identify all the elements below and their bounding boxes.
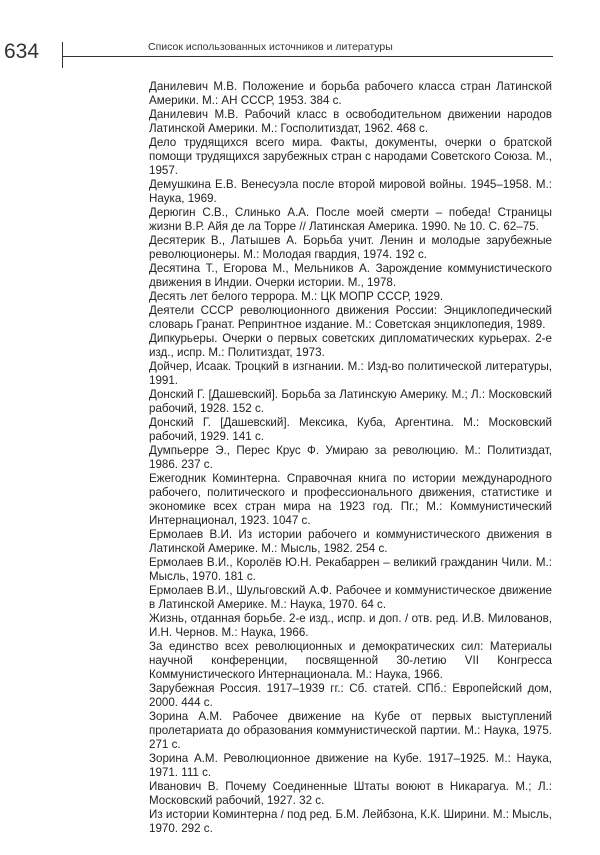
header-vertical-divider <box>62 42 63 68</box>
bibliography-entry: Данилевич М.В. Рабочий класс в освободительном движении народов Латинской Америки. М.: Госполитиздат, 1962. 468 с. <box>149 108 552 135</box>
bibliography-entry: Ермолаев В.И., Королёв Ю.Н. Рекабаррен – великий гражданин Чили. М.: Мысль, 1970. 181 с. <box>149 556 552 583</box>
bibliography-entry: Зорина А.М. Рабочее движение на Кубе от первых выступлений пролетариата до образования коммунистической партии. М.: Наука, 1975. 271 с. <box>149 710 552 751</box>
bibliography-entry: За единство всех революционных и демократических сил: Материалы научной конференции, посвященной 30-летию VII Конгресса Коммунистического Интернационала. М.: Наука, 1966. <box>149 640 552 681</box>
bibliography-entry: Зорина А.М. Революционное движение на Кубе. 1917–1925. М.: Наука, 1971. 111 с. <box>149 752 552 779</box>
bibliography-entry: Дипкурьеры. Очерки о первых советских дипломатических курьерах. 2-е изд., испр. М.: Политиздат, 1973. <box>149 332 552 359</box>
bibliography-entry: Зарубежная Россия. 1917–1939 гг.: Сб. статей. СПб.: Европейский дом, 2000. 444 с. <box>149 682 552 709</box>
bibliography-entry: Десятерик В., Латышев А. Борьба учит. Ленин и молодые зарубежные революционеры. М.: Молодая гвардия, 1974. 192 с. <box>149 234 552 261</box>
bibliography-entry: Десятина Т., Егорова М., Мельников А. Зарождение коммунистического движения в Индии. Очерки истории. М., 1978. <box>149 262 552 289</box>
bibliography-entry: Ежегодник Коминтерна. Справочная книга по истории международного рабочего, политического и профессионального движения, статистике и экономике всех стран мира на 1923 год. Пг.; М.: Коммунистический Интернационал, 1923. 1047 с. <box>149 472 552 527</box>
bibliography-entry: Десять лет белого террора. М.: ЦК МОПР СССР, 1929. <box>149 290 444 303</box>
bibliography-entry: Донский Г. [Дашевский]. Мексика, Куба, Аргентина. М.: Московский рабочий, 1929. 141 с. <box>149 416 552 443</box>
bibliography-entry: Дерюгин С.В., Слинько А.А. После моей смерти – победа! Страницы жизни В.Р. Айя де ла Торре // Латинская Америка. 1990. № 10. С. 62–75. <box>149 206 552 233</box>
bibliography-entry: Ермолаев В.И. Из истории рабочего и коммунистического движения в Латинской Америке. М.: Мысль, 1982. 254 с. <box>149 528 552 555</box>
bibliography-list <box>149 80 552 836</box>
bibliography-entry: Жизнь, отданная борьбе. 2-е изд., испр. и доп. / отв. ред. И.В. Милованов, И.Н. Чернов. М.: Наука, 1966. <box>149 612 552 639</box>
page-number: 634 <box>4 40 40 63</box>
bibliography-entry: Донский Г. [Дашевский]. Борьба за Латинскую Америку. М.; Л.: Московский рабочий, 1928. 152 с. <box>149 388 552 415</box>
bibliography-entry: Данилевич М.В. Положение и борьба рабочего класса стран Латинской Америки. М.: АН СССР, 1953. 384 с. <box>149 80 552 107</box>
bibliography-entry: Демушкина Е.В. Венесуэла после второй мировой войны. 1945–1958. М.: Наука, 1969. <box>149 178 552 205</box>
running-title: Список использованных источников и литературы <box>148 41 393 53</box>
bibliography-entry: Дело трудящихся всего мира. Факты, документы, очерки о братской помощи трудящихся зарубежных стран с народами Советского Союза. М., 1957. <box>149 136 552 177</box>
header-rule <box>62 56 553 57</box>
bibliography-entry: Из истории Коминтерна / под ред. Б.М. Лейбзона, К.К. Ширини. М.: Мысль, 1970. 292 с. <box>149 808 552 835</box>
bibliography-entry: Деятели СССР революционного движения России: Энциклопедический словарь Гранат. Репринтное издание. М.: Советская энциклопедия, 1989. <box>149 304 552 331</box>
bibliography-entry: Дойчер, Исаак. Троцкий в изгнании. М.: Изд-во политической литературы, 1991. <box>149 360 552 387</box>
bibliography-entry: Думпьерре Э., Перес Крус Ф. Умираю за революцию. М.: Политиздат, 1986. 237 с. <box>149 444 552 471</box>
bibliography-entry: Иванович В. Почему Соединенные Штаты воюют в Никарагуа. М.; Л.: Московский рабочий, 1927. 32 с. <box>149 780 552 807</box>
bibliography-entry: Ермолаев В.И., Шульговский А.Ф. Рабочее и коммунистическое движение в Латинской Америке. М.: Наука, 1970. 64 с. <box>149 584 552 611</box>
